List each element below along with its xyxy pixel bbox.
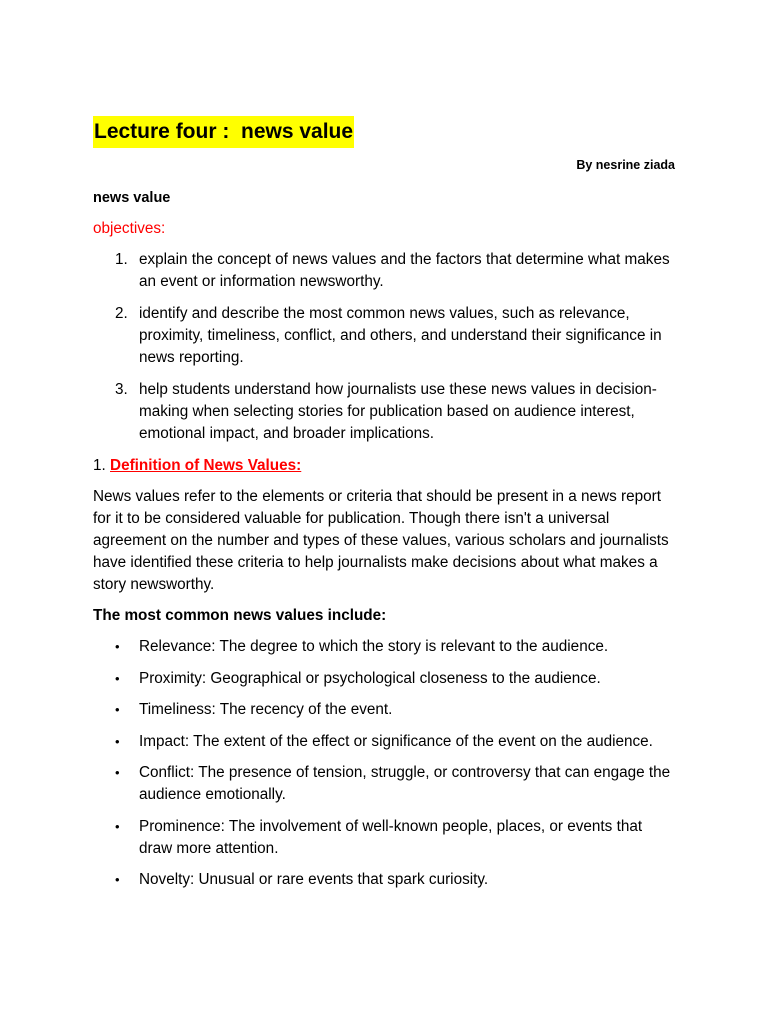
objective-number: 2. [115,305,128,322]
bullet-icon: • [115,872,120,887]
section-title: Definition of News Values: [110,457,302,474]
objectives-label: objectives: [93,220,166,237]
list-item-text: Proximity: Geographical or psychological closeness to the audience. [139,669,601,687]
objective-text: explain the concept of news values and the factors that determine what makes an event or information newsworthy. [139,251,670,290]
list-item-text: Novelty: Unusual or rare events that spark curiosity. [139,871,489,888]
bullet-icon: • [115,733,120,749]
list-item [93,816,678,860]
list-heading: The most common news values include: [93,607,387,624]
list-item [93,636,678,658]
objective-text: help students understand how journalists use these news values in decision-making when selecting stories for publication based on audience interest, emotional impact, and broader implications. [139,381,657,442]
author-line: By nesrine ziada [576,158,675,172]
objectives-list [93,249,678,445]
objective-text: identify and describe the most common news values, such as relevance, proximity, timeliness, conflict, and others, and understand their significance in news reporting. [139,305,662,366]
objective-item [93,379,678,445]
objective-item [93,249,678,293]
list-item-text: Relevance: The degree to which the story is relevant to the audience. [139,638,609,655]
list-item [93,869,678,891]
list-item-text: Conflict: The presence of tension, struggle, or controversy that can engage the audience emotionally. [139,764,671,803]
objective-number: 3. [115,381,128,398]
bullet-icon: • [115,670,120,686]
objective-item [93,303,678,369]
list-item [93,731,678,753]
title-block [93,116,678,150]
bullet-icon: • [115,702,120,717]
lecture-title: Lecture four : news value [93,116,354,148]
list-item-text: Prominence: The involvement of well-known people, places, or events that draw more attention. [139,817,643,857]
document-body [93,116,678,901]
section-heading [93,455,678,477]
bullet-icon: • [115,639,120,654]
news-values-list [93,636,678,891]
bullet-icon: • [115,765,120,780]
list-item-text: Impact: The extent of the effect or significance of the event on the audience. [139,732,653,750]
list-item [93,699,678,721]
objective-number: 1. [115,251,128,268]
section-number: 1. [93,457,106,474]
bullet-icon: • [115,818,120,834]
list-item [93,762,678,806]
list-item-text: Timeliness: The recency of the event. [139,701,393,718]
list-item [93,668,678,690]
definition-paragraph: News values refer to the elements or criteria that should be present in a news report for it to be considered valuable for publication. Though there isn't a universal agreement on the number and types of these values, various scholars and journalists have identified these criteria to help journalists make decisions about what makes a story newsworthy. [93,488,669,593]
subheading: news value [93,190,171,206]
